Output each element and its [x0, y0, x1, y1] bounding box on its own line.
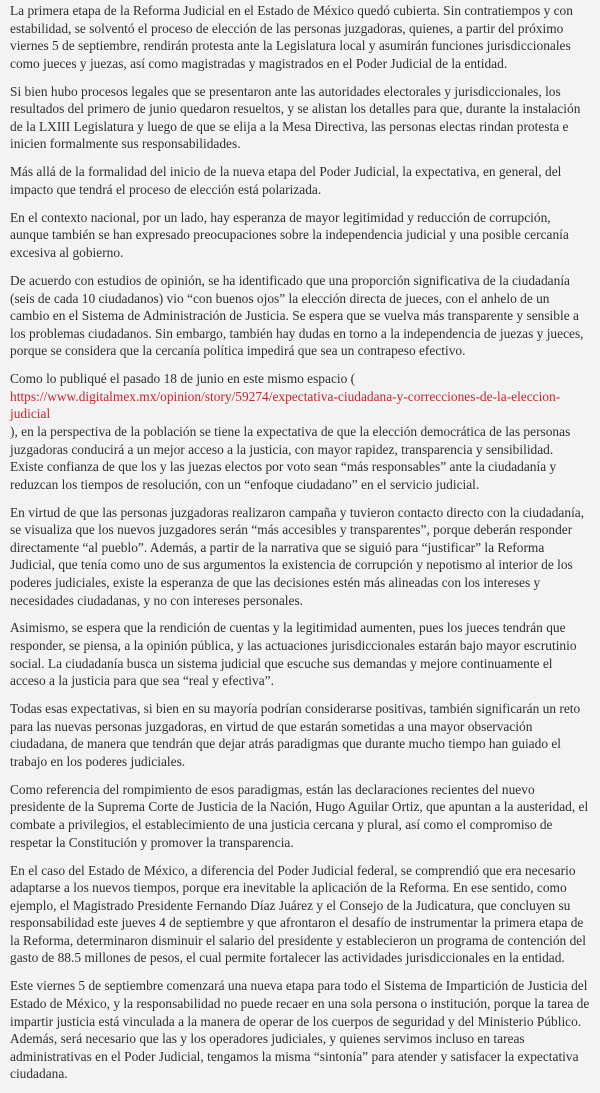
article-link[interactable]: https://www.digitalmex.mx/opinion/story/59274/expectativa-ciudadana-y-correcciones-de-la-eleccion-judicial	[10, 388, 561, 422]
cut-off-next-line	[10, 1016, 130, 1024]
link-paragraph-intro: Como lo publiqué el pasado 18 de junio en este mismo espacio (	[10, 371, 356, 387]
link-paragraph-continuation: ), en la perspectiva de la población se tiene la expectativa de que la elección democrática de las personas juzgadoras conducirá a un mejor acceso a la justicia, con mayor rapidez, transparencia y sensibilidad. Existe confianza de que los y las juezas electos por voto sean “más responsables” ante la ciudadanía y reduzcan los tiempos de resolución, con un “enfoque ciudadano” en el servicio judicial.	[10, 423, 571, 492]
article-paragraph-3: Más allá de la formalidad del inicio de la nueva etapa del Poder Judicial, la expectativa, en general, del impacto que tendrá el proceso de elección está polarizada.	[10, 164, 562, 197]
article-paragraph-5: De acuerdo con estudios de opinión, se ha identificado que una proporción significativa de la ciudadanía (seis de cada 10 ciudadanos) vio “con buenos ojos” la elección directa de jueces, con el anhelo de un cambio en el Sistema de Administración de Justicia. Se espera que se vuelva más transparente y sensible a los problemas ciudadanos. Sin embargo, también hay dudas en torno a la independencia de juezas y jueces, porque se considera que la cercanía política impedirá que sea un contrapeso efectivo.	[10, 272, 584, 359]
article-paragraph-4: En el contexto nacional, por un lado, hay esperanza de mayor legitimidad y reducción de corrupción, aunque también se han expresado preocupaciones sobre la independencia judicial y una posible cercanía excesiva al gobierno.	[10, 209, 569, 261]
article-paragraph-2: Si bien hubo procesos legales que se presentaron ante las autoridades electorales y jurisdiccionales, los resultados del primero de junio quedaron resueltos, y se alistan los detalles para que, durante la instalación de la LXIII Legislatura y luego de que se elija a la Mesa Directiva, las personas electas rindan protesta e inicien formalmente sus responsabilidades.	[10, 83, 581, 152]
article-paragraph-8: Asimismo, se espera que la rendición de cuentas y la legitimidad aumenten, pues los jueces tendrán que responder, se piensa, a la opinión pública, y las actuaciones jurisdiccionales estarán bajo mayor escrutinio social. La ciudadanía busca un sistema judicial que escuche sus demandas y mejore continuamente el acceso a la justicia para que sea “real y efectiva”.	[10, 620, 577, 689]
article-paragraph-7: En virtud de que las personas juzgadoras realizaron campaña y tuvieron contacto directo con la ciudadanía, se visualiza que los nuevos juzgadores serán “más accesibles y transparentes”, porque deberán responder directamente “al pueblo”. Además, a partir de la narrativa que se siguió para “justificar” la Reforma Judicial, que tenía como uno de sus argumentos la existencia de corrupción y nepotismo al interior de los poderes judiciales, existe la esperanza de que las decisiones estén más alineadas con los intereses y necesidades ciudadanas, y no con intereses personales.	[10, 504, 585, 608]
article-paragraph-9: Todas esas expectativas, si bien en su mayoría podrían considerarse positivas, también significarán un reto para las nuevas personas juzgadoras, en virtud de que estarán sometidas a una mayor observación ciudadana, de manera que tendrán que dejar atrás paradigmas que durante mucho tiempo han guiado el trabajo en los poderes judiciales.	[10, 701, 581, 769]
article-paragraph-10: Como referencia del rompimiento de esos paradigmas, están las declaraciones recientes del nuevo presidente de la Suprema Corte de Justicia de la Nación, Hugo Aguilar Ortiz, que apuntan a la austeridad, el combate a privilegios, el establecimiento de una justicia cercana y plural, así como el compromiso de respetar la Constitución y promover la transparencia.	[10, 781, 589, 850]
article-paragraph-1: La primera etapa de la Reforma Judicial en el Estado de México quedó cubierta. Sin contratiempos y con estabilidad, se solventó el proceso de elección de las personas juzgadoras, quienes, a partir del próximo viernes 5 de septiembre, rendirán protesta ante la Legislatura local y asumirán funciones jurisdiccionales como jueces y juezas, así como magistradas y magistrados en el Poder Judicial de la entidad.	[10, 3, 573, 71]
article-paragraph-with-link	[10, 370, 590, 493]
article-body	[10, 2, 590, 1093]
article-paragraph-11: En el caso del Estado de México, a diferencia del Poder Judicial federal, se comprendió que era necesario adaptarse a los nuevos tiempos, porque era inevitable la aplicación de la Reforma. En ese sentido, como ejemplo, el Magistrado Presidente Fernando Díaz Juárez y el Consejo de la Judicatura, que concluyen su responsabilidad este jueves 4 de septiembre y que afrontaron el desafío de instrumentar la primera etapa de la Reforma, determinaron disminuir el salario del presidente y establecieron un programa de contención del gasto de 88.5 millones de pesos, el cual permite fortalecer las actividades jurisdiccionales en la entidad.	[10, 862, 586, 966]
article-paragraph-12: Este viernes 5 de septiembre comenzará una nueva etapa para todo el Sistema de Impartición de Justicia del Estado de México, y la responsabilidad no puede recaer en una sola persona o institución, porque la tarea de impartir justicia está vinculada a la manera de operar de los cuerpos de seguridad y del Ministerio Público. Además, será necesario que las y los operadores judiciales, y quienes servimos incluso en tareas administrativas en el Poder Judicial, tengamos la misma “sintonía” para atender y satisfacer la expectativa ciudadana.	[10, 978, 590, 1082]
